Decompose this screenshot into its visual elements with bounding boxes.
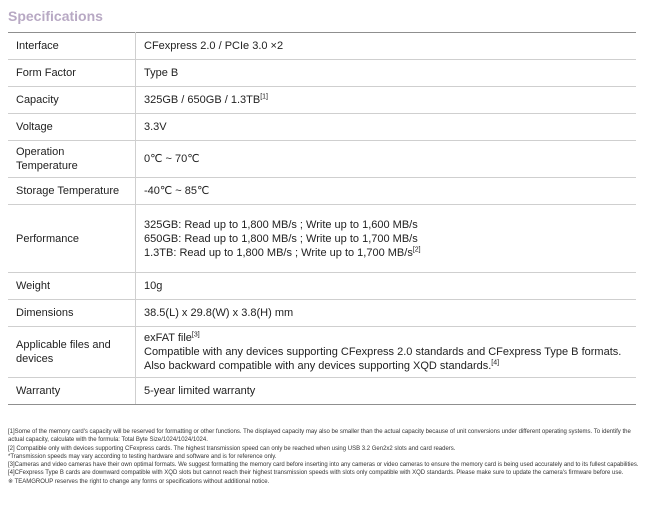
footnote-ref: [3] [191,331,200,339]
row-label: Capacity [8,87,136,114]
row-label: Weight [8,273,136,300]
row-value: 0℃ ~ 70℃ [136,141,637,178]
row-value: CFexpress 2.0 / PCIe 3.0 ×2 [136,33,637,60]
table-row [8,178,636,205]
footnote-ref: [2] [412,245,421,253]
row-value [136,87,637,114]
footnote: [1]Some of the memory card's capacity will be reserved for formatting or other functions. The displayed capacity may also be smaller than the actual capacity because of unit conversions under different operating systems. To identify the actual capacity, calculate with the formula: Total Byte Size/1024/1024/1024. [8,429,631,444]
footnote: ※ TEAMGROUP reserves the right to change any forms or specifications without additional notice. [8,478,270,485]
compat-line: Also backward compatible with any devices supporting XQD standards. [144,360,492,372]
row-value: Type B [136,60,637,87]
row-label: Form Factor [8,60,136,87]
table-row [8,327,636,378]
footnote: [2] Compatible only with devices supporting CFexpress cards. The highest transmission speed can only be reached when using USB 3.2 Gen2x2 slots and card readers. [8,445,456,452]
table-row [8,205,636,273]
row-label: Voltage [8,114,136,141]
performance-line-wrap [144,246,628,260]
table-row [8,114,636,141]
row-label: Storage Temperature [8,178,136,205]
table-row [8,300,636,327]
footnote: [3]Cameras and video cameras have their own optimal formats. We suggest formatting the memory card before inserting into any cameras or video cameras to ensure the memory card is being used accurately and to its fullest capabilities. [8,462,639,469]
row-label: Warranty [8,378,136,405]
table-row [8,60,636,87]
row-label: Interface [8,33,136,60]
table-row [8,87,636,114]
row-label: Performance [8,205,136,273]
compat-line: Compatible with any devices supporting CFexpress 2.0 standards and CFexpress Type B formats. [144,346,622,358]
performance-line: 650GB: Read up to 1,800 MB/s ; Write up to 1,700 MB/s [144,232,418,245]
footnote-ref: [4] [491,359,500,367]
row-label: Dimensions [8,300,136,327]
row-value: -40℃ ~ 85℃ [136,178,637,205]
files-line-wrap [144,331,628,345]
footnote-ref: [1] [260,93,268,101]
table-row [8,141,636,178]
table-row [8,378,636,405]
row-value [136,205,637,273]
row-value: 38.5(L) x 29.8(W) x 3.8(H) mm [136,300,637,327]
table-row [8,33,636,60]
files-line: exFAT file [144,332,192,344]
footnotes [8,428,644,486]
row-label: Operation Temperature [8,141,136,178]
footnote: *Transmission speeds may vary according to testing hardware and software and is for reference only. [8,453,277,460]
spec-table [8,32,636,405]
performance-line: 325GB: Read up to 1,800 MB/s ; Write up to 1,600 MB/s [144,218,418,231]
capacity-value: 325GB / 650GB / 1.3TB [144,94,261,106]
row-value: 10g [136,273,637,300]
compat-line-wrap [144,359,628,373]
row-value: 5-year limited warranty [136,378,637,405]
table-row [8,273,636,300]
page-title: Specifications [8,8,103,24]
row-value [136,327,637,378]
footnote: [4]CFexpress Type B cards are downward compatible with XQD slots but cannot reach their highest transmission speeds with slots only compatible with XQD standards. Please make sure to update the camera's firmware before use. [8,470,624,477]
performance-line: 1.3TB: Read up to 1,800 MB/s ; Write up to 1,700 MB/s [144,246,413,259]
row-label: Applicable files and devices [8,327,136,378]
row-value: 3.3V [136,114,637,141]
